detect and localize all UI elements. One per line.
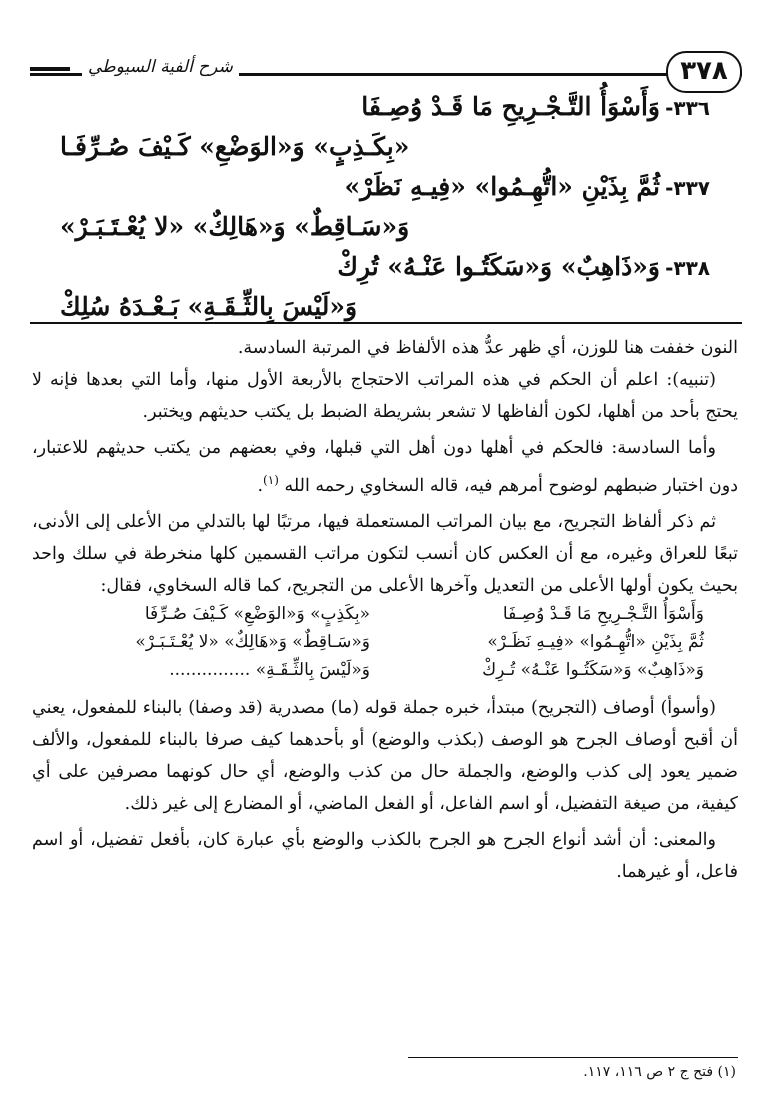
commentary: [32, 332, 738, 888]
verse-line: [60, 252, 710, 292]
quoted-verse-row: [32, 660, 738, 688]
verse-block: [60, 92, 710, 332]
verse-line: [60, 92, 710, 132]
verse-text: وَ«لَيْسَ بِالثِّـقَـةِ» بَـعْـدَهُ سُلِكْ: [60, 292, 358, 321]
commentary-paragraph: ثم ذكر ألفاظ التجريح، مع بيان المراتب المستعملة فيها، مرتبًا لها بالتدلي من الأعلى إلى الأدنى، تبعًا للعراق وغيره، مع أن العكس كان أنسب لتكون مراتب القسمين كلها منخرطة في سلك واحد بحيث يكون أولها الأعلى من التعديل وآخرها الأعلى من التجريح، كما قاله السخاوي، فقال:: [32, 511, 738, 596]
verse-line: [60, 172, 710, 212]
hemistich: وَ«سَـاقِطٌ» وَ«هَالِكٌ» «لا يُعْـتَـبَـرْ»: [135, 631, 370, 652]
hemistich: وَ«ذَاهِبٌ» وَ«سَكَتُـوا عَنْـهُ» تُـرِكْ: [482, 659, 704, 680]
commentary-paragraph: (تنبيه): اعلم أن الحكم في هذه المراتب الاحتجاج بالأربعة الأول منها، وأما التي بعدها فإنه لا يحتج بأحد من أهلها، لكون ألفاظها لا تشعر بشريطة الضبط بل يكتب حديثهم ويختبر.: [32, 370, 738, 422]
verse-text: وَأَسْوَأُ التَّـجْـرِيحِ مَا قَـدْ وُصِـفَا: [361, 92, 660, 121]
verse-number: ٣٣٦-: [665, 96, 710, 120]
running-title: شرح ألفية السيوطي: [82, 57, 239, 77]
quoted-verse-row: [32, 632, 738, 660]
quoted-verse-row: [32, 604, 738, 632]
verse-line: [60, 212, 710, 252]
verse-text: وَ«ذَاهِبٌ» وَ«سَكَتُـوا عَنْـهُ» تُرِكْ: [337, 252, 660, 281]
quoted-verses: [32, 604, 738, 688]
verse-line: [60, 292, 710, 332]
footnote-rule: [408, 1057, 738, 1058]
commentary-paragraph: والمعنى: أن أشد أنواع الجرح هو الجرح بالكذب والوضع بأي عبارة كان، بأفعل تفضيل، أو اسم فاعل، أو غيرهما.: [32, 829, 738, 882]
hemistich: وَأَسْوَأُ التَّـجْـرِيحِ مَا قَـدْ وُصِـفَا: [502, 603, 704, 624]
commentary-paragraph: النون خففت هنا للوزن، أي ظهر عدُّ هذه الألفاظ في المرتبة السادسة.: [237, 338, 738, 358]
verse-text: ثُمَّ بِذَيْنِ «اتُّهِـمُوا» «فِيـهِ نَظَرْ»: [344, 172, 660, 201]
footnote-reference: (١): [263, 473, 279, 487]
verse-number: ٣٣٨-: [665, 256, 710, 280]
hemistich: وَ«لَيْسَ بِالثِّـقَـةِ» ...............: [169, 659, 370, 680]
verse-text: وَ«سَـاقِطٌ» وَ«هَالِكٌ» «لا يُعْـتَـبَـرْ»: [60, 212, 410, 241]
verse-line: [60, 132, 710, 172]
footnote: (١) فتح ج ٢ ص ١١٦، ١١٧.: [583, 1064, 736, 1080]
page-number: ٣٧٨: [666, 51, 742, 93]
page-header: [30, 45, 742, 95]
header-dash: [30, 67, 70, 71]
section-divider: [30, 322, 742, 324]
verse-number: ٣٣٧-: [665, 176, 710, 200]
commentary-paragraph: (وأسوأ) أوصاف (التجريح) مبتدأ، خبره جملة قوله (ما) مصدرية (قد وصفا) بالبناء للمفعول، يعني أن أقبح أوصاف الجرح هو الوصف (بكذب والوضع) أو بأحدهما كيف صرفا بالبناء للمفعول، والألف ضمير يعود إلى كذب والوضع، والجملة حال من كذب والوضع، أي حال كونهما مصرفين على أي كيفية، من صيغة التفضيل، أو اسم الفاعل، أو الفعل الماضي، أو المضارع إلى غير ذلك.: [32, 697, 738, 814]
paragraph-text: وأما السادسة: فالحكم في أهلها دون أهل التي قبلها، وفي بعضهم من يكتب حديثهم للاعتبار، دون اختبار ضبطهم لوضوح أمرهم فيه، قاله السخاوي رحمه الله: [32, 438, 738, 496]
hemistich: «بِكَذِبٍ» وَ«الوَضْعِ» كَـيْفَ صُـرِّفَا: [144, 603, 370, 624]
hemistich: ثُمَّ بِذَيْنِ «اتُّهِـمُوا» «فِيـهِ نَظَـرْ»: [487, 631, 704, 652]
verse-text: «بِكَـذِبٍ» وَ«الوَضْعِ» كَـيْفَ صُـرِّفَـا: [60, 132, 410, 161]
commentary-paragraph: وأما السادسة: فالحكم في أهلها دون أهل التي قبلها، وفي بعضهم من يكتب حديثهم للاعتبار، دون اختبار ضبطهم لوضوح أمرهم فيه، قاله السخاوي رحمه الله $^{(١)}$.: [32, 438, 738, 496]
